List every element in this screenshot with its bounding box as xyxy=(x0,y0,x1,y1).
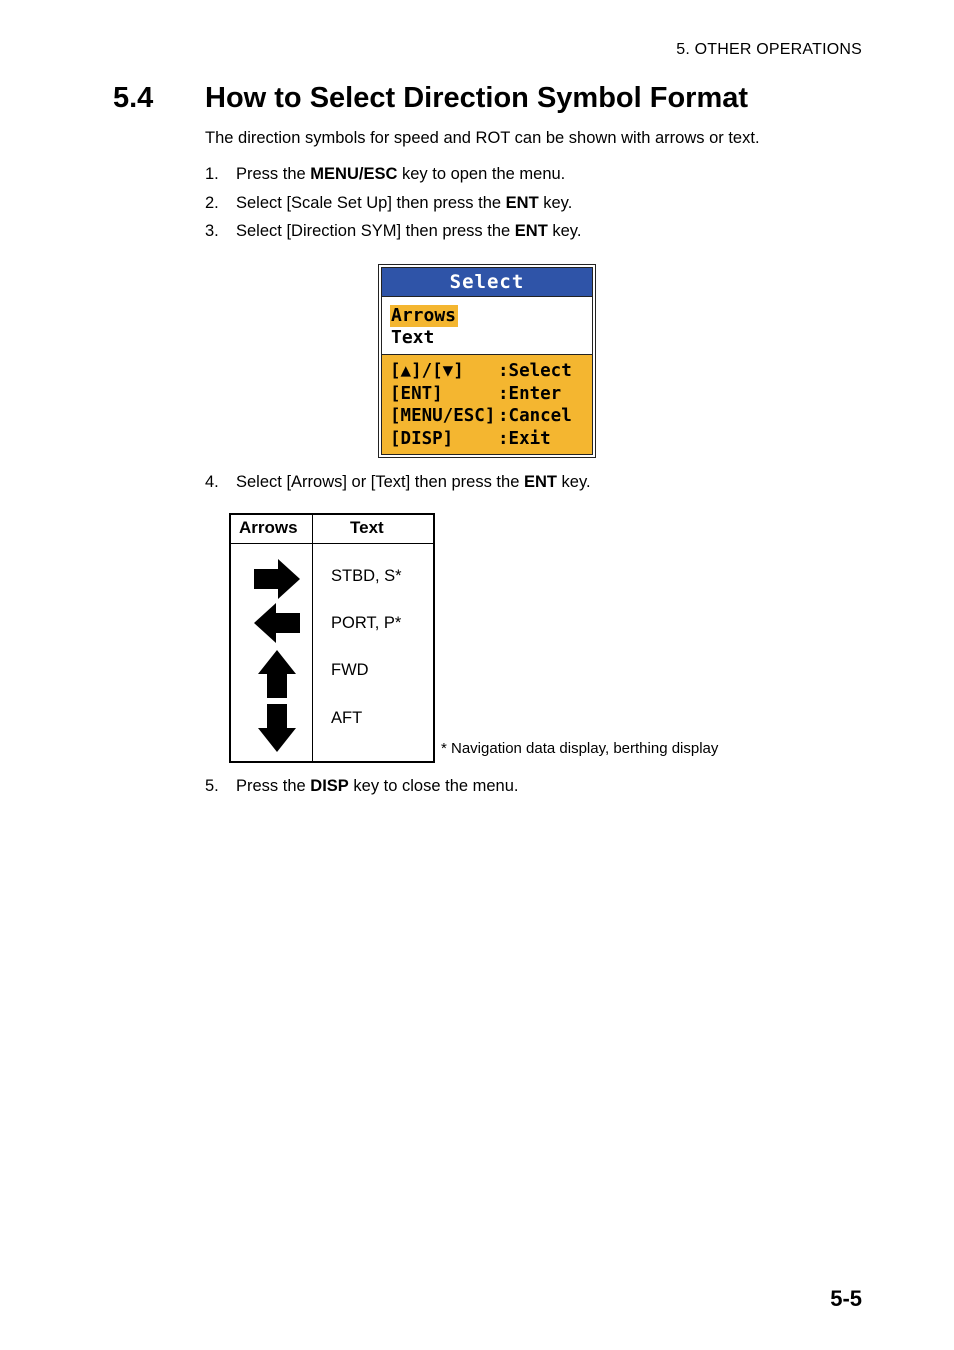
menu-option-text[interactable]: Text xyxy=(391,327,435,348)
help-row-cancel: [MENU/ESC] :Cancel xyxy=(390,406,572,426)
table-header-text: Text xyxy=(350,518,384,537)
page-number: 5-5 xyxy=(830,1286,862,1311)
table-cell-port: PORT, P* xyxy=(331,614,402,632)
step-5: 5. Press the DISP key to close the menu. xyxy=(205,777,519,795)
select-menu-screen xyxy=(378,264,596,458)
table-header-arrows: Arrows xyxy=(239,518,298,537)
step-4: 4. Select [Arrows] or [Text] then press the ENT key. xyxy=(205,473,591,491)
table-cell-stbd: STBD, S* xyxy=(331,567,402,585)
step-3: 3. Select [Direction SYM] then press the ENT key. xyxy=(205,222,582,240)
intro-paragraph: The direction symbols for speed and ROT can be shown with arrows or text. xyxy=(205,129,760,147)
arrow-left-icon xyxy=(254,603,300,643)
running-header: 5. OTHER OPERATIONS xyxy=(676,41,862,58)
section-title: How to Select Direction Symbol Format xyxy=(205,82,749,114)
arrow-right-icon xyxy=(254,559,300,599)
table-cell-fwd: FWD xyxy=(331,661,369,679)
arrow-up-icon xyxy=(258,650,296,698)
step-1: 1. Press the MENU/ESC key to open the menu. xyxy=(205,165,566,183)
table-cell-aft: AFT xyxy=(331,709,363,727)
menu-options xyxy=(382,297,592,355)
arrow-down-icon xyxy=(258,704,296,752)
help-row-exit: [DISP] :Exit xyxy=(390,428,551,449)
menu-title: Select xyxy=(382,268,592,297)
help-row-select: [▲]/[▼] :Select xyxy=(390,361,572,381)
direction-symbol-table xyxy=(229,513,435,763)
section-number: 5.4 xyxy=(113,82,154,114)
step-2: 2. Select [Scale Set Up] then press the ENT key. xyxy=(205,194,573,212)
help-row-enter: [ENT] :Enter xyxy=(390,383,562,404)
menu-help-panel xyxy=(382,355,592,454)
footnote: * Navigation data display, berthing display xyxy=(441,740,719,757)
menu-option-arrows[interactable]: Arrows xyxy=(391,305,457,326)
